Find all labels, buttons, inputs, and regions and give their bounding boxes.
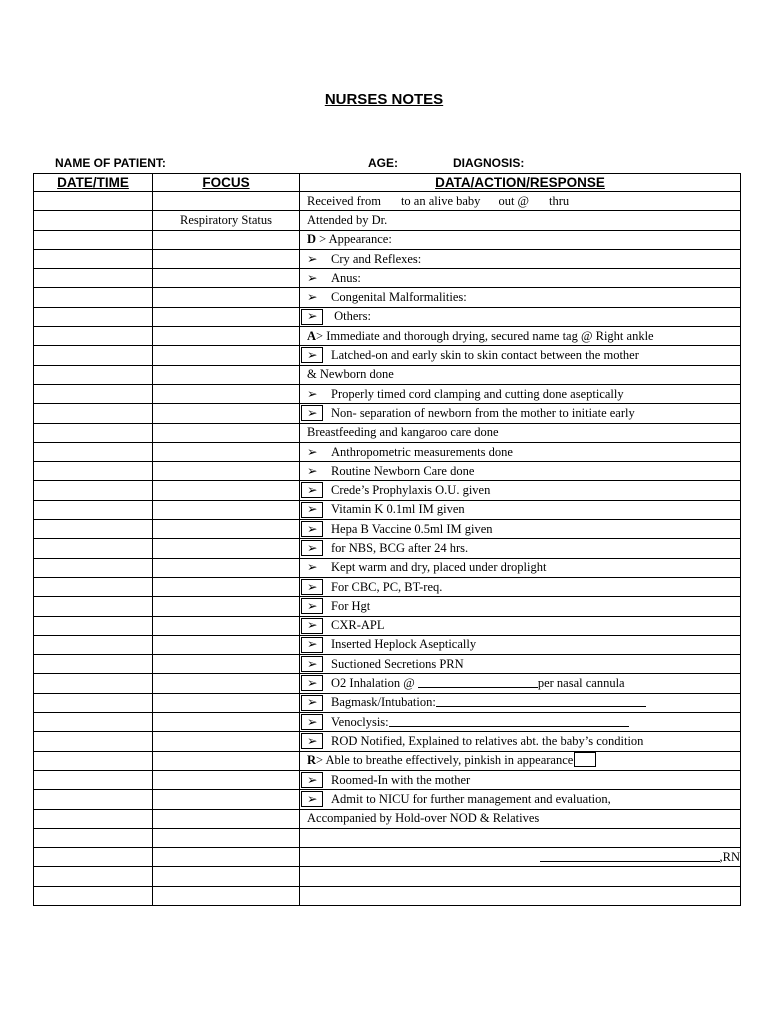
cry-text: Cry and Reflexes: xyxy=(331,251,422,266)
table-row xyxy=(34,751,741,770)
table-row xyxy=(34,597,741,616)
rod-text: ROD Notified, Explained to relatives abt. the baby’s condition xyxy=(331,733,644,748)
table-row xyxy=(34,423,741,442)
rn-text: ,RN xyxy=(719,849,740,864)
a-letter: A xyxy=(307,328,317,343)
table-row xyxy=(34,442,741,461)
table-row xyxy=(34,655,741,674)
table-row xyxy=(34,269,741,288)
arrow-bullet-icon: ➢ xyxy=(307,598,318,613)
breastfeeding-cell: Breastfeeding and kangaroo care done xyxy=(300,423,741,442)
table-row xyxy=(34,500,741,519)
appearance-text: > Appearance: xyxy=(316,232,392,247)
hepab-text: Hepa B Vaccine 0.5ml IM given xyxy=(331,521,493,536)
alive-baby-text: to an alive baby xyxy=(400,193,481,208)
date-header: DATE/TIME xyxy=(34,174,153,192)
cbc-text: For CBC, PC, BT-req. xyxy=(331,579,443,594)
arrow-bullet-icon: ➢ xyxy=(307,637,318,652)
heplock-checkbox[interactable] xyxy=(301,637,323,653)
arrow-bullet-icon: ➢ xyxy=(307,714,318,729)
latched-checkbox[interactable] xyxy=(301,347,323,363)
table-row xyxy=(34,481,741,500)
crede-checkbox[interactable] xyxy=(301,482,323,498)
hgt-text: For Hgt xyxy=(331,598,371,613)
arrow-bullet-icon: ➢ xyxy=(307,270,318,285)
arrow-bullet-icon: ➢ xyxy=(307,579,318,594)
table-row xyxy=(34,288,741,307)
crede-text: Crede’s Prophylaxis O.U. given xyxy=(331,483,491,498)
latched-text: Latched-on and early skin to skin contact between the mother xyxy=(331,348,639,363)
focus-header: FOCUS xyxy=(153,174,300,192)
cxr-checkbox[interactable] xyxy=(301,618,323,634)
rod-checkbox[interactable] xyxy=(301,733,323,749)
roomed-checkbox[interactable] xyxy=(301,772,323,788)
anthropometric-text: Anthropometric measurements done xyxy=(331,444,513,459)
warm-text: Kept warm and dry, placed under droplight xyxy=(331,560,547,575)
thru-text: thru xyxy=(549,193,570,208)
table-row xyxy=(34,327,741,346)
table-row xyxy=(34,539,741,558)
separation-checkbox[interactable] xyxy=(301,405,323,421)
o2-checkbox[interactable] xyxy=(301,675,323,691)
table-row xyxy=(34,616,741,635)
arrow-bullet-icon: ➢ xyxy=(307,521,318,536)
notes-table xyxy=(33,173,741,906)
arrow-bullet-icon: ➢ xyxy=(307,695,318,710)
nasal-cannula-text: per nasal cannula xyxy=(537,676,625,691)
cxr-text: CXR-APL xyxy=(331,618,385,633)
signature-cell xyxy=(300,848,741,867)
table-row xyxy=(34,365,741,384)
table-row xyxy=(34,211,741,230)
table-row xyxy=(34,520,741,539)
table-row xyxy=(34,192,741,211)
table-row xyxy=(34,249,741,268)
table-header-row xyxy=(34,174,741,192)
arrow-bullet-icon: ➢ xyxy=(307,251,318,266)
received-cell xyxy=(300,192,741,211)
table-row xyxy=(34,558,741,577)
arrow-bullet-icon: ➢ xyxy=(307,676,318,691)
table-row xyxy=(34,693,741,712)
arrow-bullet-icon: ➢ xyxy=(307,309,318,324)
bagmask-checkbox[interactable] xyxy=(301,695,323,711)
arrow-bullet-icon: ➢ xyxy=(307,502,318,517)
routine-text: Routine Newborn Care done xyxy=(331,463,475,478)
others-text: Others: xyxy=(331,309,371,324)
venoclysis-field[interactable] xyxy=(389,714,629,727)
table-row xyxy=(34,307,741,326)
hgt-checkbox[interactable] xyxy=(301,598,323,614)
data-header: DATA/ACTION/RESPONSE xyxy=(300,174,741,192)
others-checkbox[interactable] xyxy=(301,309,323,325)
table-row xyxy=(34,404,741,423)
table-row xyxy=(34,674,741,693)
vitk-checkbox[interactable] xyxy=(301,502,323,518)
suction-checkbox[interactable] xyxy=(301,656,323,672)
table-row xyxy=(34,867,741,886)
arrow-bullet-icon: ➢ xyxy=(307,405,318,420)
suction-text: Suctioned Secretions PRN xyxy=(331,656,464,671)
arrow-bullet-icon: ➢ xyxy=(307,540,318,555)
cord-text: Properly timed cord clamping and cutting done aseptically xyxy=(331,386,624,401)
anus-text: Anus: xyxy=(331,270,361,285)
table-row xyxy=(34,732,741,751)
table-row xyxy=(34,577,741,596)
appearance-cell xyxy=(300,230,741,249)
nbs-checkbox[interactable] xyxy=(301,540,323,556)
bagmask-field[interactable] xyxy=(436,694,646,707)
d-letter: D xyxy=(307,232,317,247)
arrow-bullet-icon: ➢ xyxy=(307,348,318,363)
age-label: AGE: xyxy=(368,156,398,170)
separation-text: Non- separation of newborn from the mother to initiate early xyxy=(331,405,635,420)
r-letter: R xyxy=(307,753,317,768)
breathe-text: > Able to breathe effectively, pinkish in appearance xyxy=(316,753,574,768)
o2-text: O2 Inhalation @ xyxy=(331,676,418,691)
arrow-bullet-icon: ➢ xyxy=(307,444,318,459)
arrow-bullet-icon: ➢ xyxy=(307,560,318,575)
roomed-text: Roomed-In with the mother xyxy=(331,772,471,787)
congenital-text: Congenital Malformalities: xyxy=(331,290,467,305)
attended-cell: Attended by Dr. xyxy=(300,211,741,230)
rn-signature-line[interactable] xyxy=(540,849,720,862)
page-title: NURSES NOTES xyxy=(324,91,444,108)
table-row xyxy=(34,635,741,654)
nbs-text: for NBS, BCG after 24 hrs. xyxy=(331,540,469,555)
table-row xyxy=(34,790,741,809)
table-row xyxy=(34,230,741,249)
arrow-bullet-icon: ➢ xyxy=(307,290,318,305)
venoclysis-checkbox[interactable] xyxy=(301,714,323,730)
accompanied-cell: Accompanied by Hold-over NOD & Relatives xyxy=(300,809,741,828)
table-row xyxy=(34,886,741,905)
focus-cell: Respiratory Status xyxy=(153,211,300,230)
cbc-checkbox[interactable] xyxy=(301,579,323,595)
table-row xyxy=(34,828,741,847)
arrow-bullet-icon: ➢ xyxy=(307,656,318,671)
name-label: NAME OF PATIENT: xyxy=(55,156,166,170)
heplock-text: Inserted Heplock Aseptically xyxy=(331,637,477,652)
arrow-bullet-icon: ➢ xyxy=(307,483,318,498)
newborn-done-cell: & Newborn done xyxy=(300,365,741,384)
breathe-checkbox[interactable] xyxy=(574,752,596,767)
table-row xyxy=(34,770,741,789)
venoclysis-text: Venoclysis: xyxy=(331,714,389,729)
diagnosis-label: DIAGNOSIS: xyxy=(453,156,525,170)
immediate-text: > Immediate and thorough drying, secured name tag @ Right ankle xyxy=(316,328,654,343)
received-text: Received from xyxy=(307,193,381,208)
bagmask-text: Bagmask/Intubation: xyxy=(331,695,436,710)
table-row xyxy=(34,462,741,481)
table-row xyxy=(34,384,741,403)
vitk-text: Vitamin K 0.1ml IM given xyxy=(331,502,465,517)
arrow-bullet-icon: ➢ xyxy=(307,618,318,633)
nicu-text: Admit to NICU for further management and evaluation, xyxy=(331,791,611,806)
hepab-checkbox[interactable] xyxy=(301,521,323,537)
out-text: out @ xyxy=(498,193,530,208)
table-row xyxy=(34,848,741,867)
table-row xyxy=(34,346,741,365)
arrow-bullet-icon: ➢ xyxy=(307,386,318,401)
arrow-bullet-icon: ➢ xyxy=(307,772,318,787)
arrow-bullet-icon: ➢ xyxy=(307,733,318,748)
o2-rate-field[interactable] xyxy=(418,675,538,688)
table-row xyxy=(34,713,741,732)
table-row xyxy=(34,809,741,828)
arrow-bullet-icon: ➢ xyxy=(307,463,318,478)
arrow-bullet-icon: ➢ xyxy=(307,791,318,806)
nicu-checkbox[interactable] xyxy=(301,791,323,807)
